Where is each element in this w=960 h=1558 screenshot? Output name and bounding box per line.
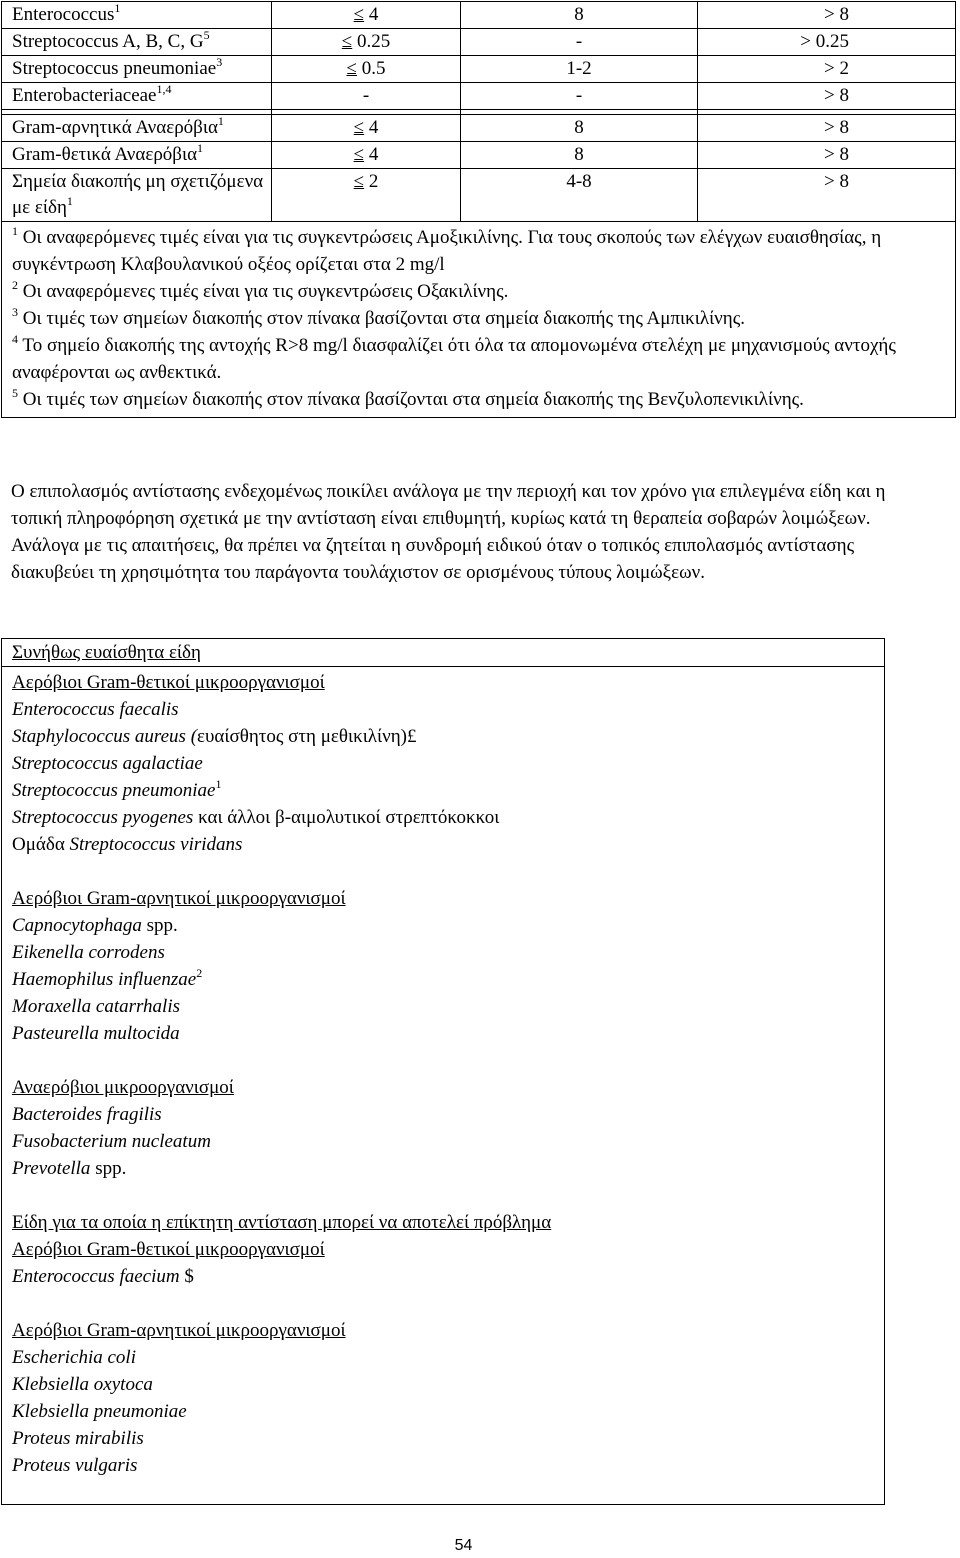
species-text: Moraxella catarrhalis — [12, 996, 181, 1017]
table-row — [2, 56, 956, 83]
species-header-row — [2, 639, 884, 667]
species-line — [12, 1452, 137, 1479]
intermediate-cell: 1-2 — [461, 56, 698, 83]
intermediate-cell: - — [461, 83, 698, 110]
group-heading: Αναερόβιοι μικροοργανισμοί — [12, 1077, 234, 1098]
species-line — [12, 993, 180, 1020]
le-sign: ≤ — [341, 31, 353, 52]
susceptible-value: - — [362, 85, 370, 106]
species-line — [12, 1317, 346, 1344]
organism-cell — [2, 142, 272, 169]
species-text: Haemophilus influenzae — [12, 969, 197, 990]
susceptible-value: 4 — [368, 4, 379, 25]
resistant-cell: > 8 — [698, 142, 956, 169]
resistant-cell: > 8 — [698, 169, 956, 222]
organism-name: Gram-αρνητικά Αναερόβια — [12, 117, 218, 138]
species-text: ευαίσθητος στη μεθικιλίνη)£ — [197, 726, 417, 747]
footnote-ref: 2 — [196, 965, 203, 980]
species-line — [12, 1371, 153, 1398]
species-line — [12, 1074, 234, 1101]
species-text: $ — [179, 1266, 194, 1287]
organism-cell — [2, 2, 272, 29]
table-row — [2, 83, 956, 110]
species-text: Eikenella corrodens — [12, 942, 165, 963]
intermediate-cell: 8 — [461, 2, 698, 29]
susceptible-cell — [272, 29, 461, 56]
susceptible-cell — [272, 56, 461, 83]
footnote — [12, 305, 947, 332]
susceptible-value: 0.25 — [356, 31, 391, 52]
organism-cell — [2, 115, 272, 142]
species-text: Proteus mirabilis — [12, 1428, 144, 1449]
resistant-cell: > 2 — [698, 56, 956, 83]
species-line — [12, 804, 499, 831]
susceptible-cell — [272, 83, 461, 110]
footnote-ref: 1,4 — [156, 81, 172, 96]
group-heading: Αερόβιοι Gram-αρνητικοί μικροοργανισμοί — [12, 888, 346, 909]
organism-name: Enterobacteriaceae — [12, 85, 157, 106]
table-row — [2, 29, 956, 56]
species-line — [12, 1128, 211, 1155]
footnote-number: 3 — [12, 304, 18, 319]
susceptible-value: 2 — [368, 171, 379, 192]
organism-name: Streptococcus A, B, C, G — [12, 31, 204, 52]
species-line — [12, 831, 242, 858]
species-text: Enterococcus faecium — [12, 1266, 180, 1287]
footnote — [12, 224, 947, 278]
intermediate-cell: 8 — [461, 142, 698, 169]
group-heading: Αερόβιοι Gram-θετικοί μικροοργανισμοί — [12, 1239, 325, 1260]
species-text: Klebsiella oxytoca — [12, 1374, 153, 1395]
organism-name: Gram-θετικά Αναερόβια — [12, 144, 198, 165]
footnote — [12, 278, 947, 305]
susceptible-value: 4 — [368, 117, 379, 138]
footnotes-cell — [2, 222, 956, 418]
organism-cell — [2, 56, 272, 83]
species-line — [12, 669, 325, 696]
le-sign: ≤ — [353, 4, 365, 25]
species-text: Streptococcus viridans — [69, 834, 243, 855]
footnote — [12, 386, 947, 413]
footnote-ref: 5 — [203, 27, 210, 42]
intermediate-cell: 8 — [461, 115, 698, 142]
footnote-number: 1 — [12, 223, 18, 238]
susceptible-value: 4 — [368, 144, 379, 165]
le-sign: ≤ — [346, 58, 357, 79]
footnote-number: 2 — [12, 277, 18, 292]
species-text: Streptococcus pyogenes — [12, 807, 194, 828]
organism-cell — [2, 169, 272, 222]
footnote-ref: 3 — [216, 54, 223, 69]
species-text: Ομάδα — [12, 834, 70, 855]
footnotes-row — [2, 222, 956, 418]
species-header: Συνήθως ευαίσθητα είδη — [12, 642, 201, 663]
group-heading: Αερόβιοι Gram-θετικοί μικροοργανισμοί — [12, 672, 325, 693]
species-text: Escherichia coli — [12, 1347, 136, 1368]
species-text: Klebsiella pneumoniae — [12, 1401, 187, 1422]
intermediate-cell: - — [461, 29, 698, 56]
species-line — [12, 885, 346, 912]
species-line — [12, 723, 416, 750]
group-heading: Είδη για τα οποία η επίκτητη αντίσταση μπορεί να αποτελεί πρόβλημα — [12, 1212, 552, 1233]
organism-name: Enterococcus — [12, 4, 115, 25]
species-text: και άλλοι β-αιμολυτικοί στρεπτόκοκκοι — [193, 807, 500, 828]
species-text: Enterococcus faecalis — [12, 699, 179, 720]
table-row — [2, 169, 956, 222]
footnote-text: Οι τιμές των σημείων διακοπής στον πίνακα βασίζονται στα σημεία διακοπής της Βενζυλοπενικιλίνης. — [18, 389, 804, 410]
footnote-text: Οι τιμές των σημείων διακοπής στον πίνακα βασίζονται στα σημεία διακοπής της Αμπικιλίνης. — [18, 308, 745, 329]
breakpoint-table — [1, 1, 956, 418]
table-row — [2, 115, 956, 142]
species-line — [12, 750, 203, 777]
resistant-cell: > 8 — [698, 2, 956, 29]
species-line — [12, 696, 179, 723]
footnote-ref: 1 — [66, 193, 73, 208]
species-line — [12, 1398, 187, 1425]
species-line — [12, 1101, 162, 1128]
le-sign: ≤ — [353, 144, 365, 165]
resistant-cell: > 0.25 — [698, 29, 956, 56]
susceptible-value: 0.5 — [361, 58, 386, 79]
footnote-text: Το σημείο διακοπής της αντοχής R>8 mg/l διασφαλίζει ότι όλα τα απομονωμένα στελέχη με μηχανισμούς αντοχής αναφέρονται ως ανθεκτικά. — [12, 335, 896, 383]
page-number: 54 — [454, 1537, 473, 1554]
species-line — [12, 1209, 551, 1236]
species-text: Capnocytophaga — [12, 915, 142, 936]
organism-cell — [2, 29, 272, 56]
footnote — [12, 332, 947, 386]
resistance-paragraph: Ο επιπολασμός αντίστασης ενδεχομένως ποικίλει ανάλογα με την περιοχή και τον χρόνο για επιλεγμένα είδη και η τοπική πληροφόρηση σχετικά με την αντίσταση είναι επιθυμητή, κυρίως κατά τη θεραπεία σοβαρών λοιμώξεων. Ανάλογα με τις απαιτήσεις, θα πρέπει να ζητείται η συνδρομή ειδικού όταν ο τοπικός επιπολασμός αντίστασης διακυβεύει τη χρησιμότητα του παράγοντα τουλάχιστον σε ορισμένους τύπους λοιμώξεων. — [11, 481, 886, 583]
species-line — [12, 939, 165, 966]
resistant-cell: > 8 — [698, 115, 956, 142]
footnote-text: Οι αναφερόμενες τιμές είναι για τις συγκεντρώσεις Οξακιλίνης. — [18, 281, 509, 302]
organism-name: Σημεία διακοπής μη σχετιζόμενα με είδη — [12, 171, 264, 218]
susceptible-cell — [272, 169, 461, 222]
species-text: Bacteroides fragilis — [12, 1104, 162, 1125]
footnote-number: 4 — [12, 331, 18, 346]
species-text: Pasteurella multocida — [12, 1023, 180, 1044]
footnote-ref: 1 — [197, 140, 204, 155]
footnote-ref: 1 — [215, 776, 222, 791]
species-line — [12, 1344, 136, 1371]
species-text: Staphylococcus aureus ( — [12, 726, 198, 747]
species-line — [12, 966, 202, 993]
species-text: Streptococcus pneumoniae — [12, 780, 216, 801]
susceptible-cell — [272, 142, 461, 169]
footnote-number: 5 — [12, 385, 18, 400]
species-line — [12, 1155, 126, 1182]
species-line — [12, 1236, 325, 1263]
susceptible-cell — [272, 115, 461, 142]
footnote-ref: 1 — [217, 113, 224, 128]
table-row — [2, 142, 956, 169]
group-heading: Αερόβιοι Gram-αρνητικοί μικροοργανισμοί — [12, 1320, 346, 1341]
species-table — [1, 638, 885, 1505]
species-text: Prevotella — [12, 1158, 91, 1179]
species-line — [12, 777, 222, 804]
species-text: Proteus vulgaris — [12, 1455, 138, 1476]
organism-cell — [2, 83, 272, 110]
species-text: Fusobacterium nucleatum — [12, 1131, 211, 1152]
le-sign: ≤ — [353, 171, 365, 192]
table-row — [2, 2, 956, 29]
resistant-cell: > 8 — [698, 83, 956, 110]
intermediate-cell: 4-8 — [461, 169, 698, 222]
species-line — [12, 1425, 144, 1452]
footnote-ref: 1 — [114, 0, 121, 15]
species-text: Streptococcus agalactiae — [12, 753, 203, 774]
species-line — [12, 1263, 194, 1290]
susceptible-cell — [272, 2, 461, 29]
species-text: spp. — [141, 915, 178, 936]
species-line — [12, 912, 178, 939]
le-sign: ≤ — [353, 117, 365, 138]
footnote-text: Οι αναφερόμενες τιμές είναι για τις συγκεντρώσεις Αμοξικιλίνης. Για τους σκοπούς των ελέγχων ευαισθησίας, η συγκέντρωση Κλαβουλανικού οξέος ορίζεται στα 2 mg/l — [12, 227, 882, 275]
species-line — [12, 1020, 180, 1047]
species-text: spp. — [90, 1158, 127, 1179]
organism-name: Streptococcus pneumoniae — [12, 58, 217, 79]
